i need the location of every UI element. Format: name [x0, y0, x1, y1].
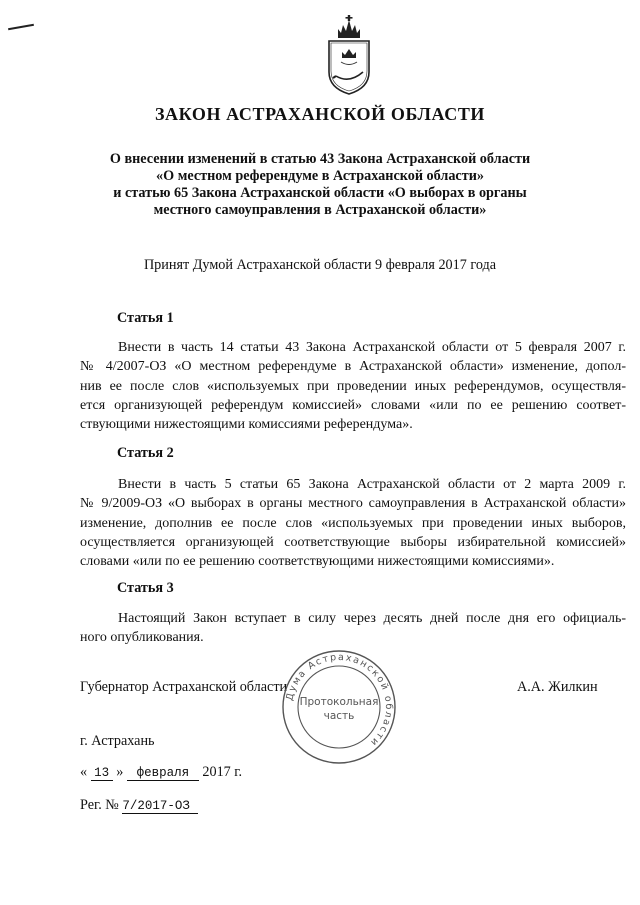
registration-label: Рег. № [80, 797, 119, 813]
paragraph-line: осуществляется организующей соответствующие выборы избирательной комиссией» [80, 534, 626, 550]
paragraph-line: ствующими нижестоящими комиссиями референдума». [80, 417, 413, 433]
paragraph-line: ного опубликования. [80, 630, 204, 646]
date-month: февраля [127, 766, 199, 781]
date-day: 13 [91, 766, 113, 781]
paragraph-line: Внести в часть 5 статьи 65 Закона Астраханской области от 2 марта 2009 г. [118, 477, 626, 492]
subtitle-line: и статью 65 Закона Астраханской области «О выборах в органы [113, 185, 527, 201]
paragraph-line: Внести в часть 14 статьи 43 Закона Астраханской области от 5 февраля 2007 г. [118, 340, 626, 355]
signatory-position: Губернатор Астраханской области [80, 679, 288, 695]
signing-date [80, 764, 242, 781]
paragraph-line: словами «или по ее решению соответствующими нижестоящими комиссиями». [80, 554, 555, 570]
article-1-body [80, 338, 626, 434]
subtitle-line: местного самоуправления в Астраханской области» [153, 202, 487, 218]
law-subtitle [90, 151, 550, 219]
seal-center-line: часть [323, 710, 355, 722]
paragraph-line: № 4/2007-ОЗ «О местном референдуме в Астраханской области» изменение, допол- [80, 359, 626, 375]
article-3-heading: Статья 3 [117, 580, 174, 596]
adoption-note: Принят Думой Астраханской области 9 февраля 2017 года [143, 257, 497, 273]
seal-ring-text: Дума Астраханской области [284, 651, 395, 749]
article-3-body [80, 609, 626, 648]
date-year: 2017 г. [202, 764, 243, 780]
paragraph-line: № 9/2009-ОЗ «О выборах в органы местного самоуправления в Астраханской области» [80, 496, 626, 512]
article-2-heading: Статья 2 [117, 445, 174, 461]
subtitle-line: «О местном референдуме в Астраханской области» [156, 168, 484, 184]
seal-center-line: Протокольная [299, 696, 379, 708]
signatory-name: А.А. Жилкин [517, 679, 598, 695]
paragraph-line: ется организующей референдум комиссией» словами «или по ее решению соответ- [80, 397, 626, 413]
subtitle-line: О внесении изменений в статью 43 Закона Астраханской области [109, 151, 531, 167]
registration-number [80, 797, 198, 814]
seal-stamp [279, 647, 399, 767]
law-title: ЗАКОН АСТРАХАНСКОЙ ОБЛАСТИ [154, 104, 486, 124]
coat-of-arms-icon [321, 14, 377, 98]
date-open-quote: « [80, 764, 88, 780]
paragraph-line: нив ее после слов «используемых при проведении иных референдумов, осуществля- [80, 378, 626, 394]
registration-value: 7/2017-ОЗ [122, 799, 198, 814]
corner-mark [8, 24, 34, 30]
article-1-heading: Статья 1 [117, 310, 174, 326]
place-of-signing: г. Астрахань [80, 733, 155, 749]
paragraph-line: изменение, дополнив ее после слов «используемых при проведении иных выборов, [80, 515, 626, 531]
paragraph-line: Настоящий Закон вступает в силу через десять дней после дня его официаль- [118, 611, 626, 626]
date-close-quote: » [116, 764, 124, 780]
article-2-body [80, 475, 626, 571]
